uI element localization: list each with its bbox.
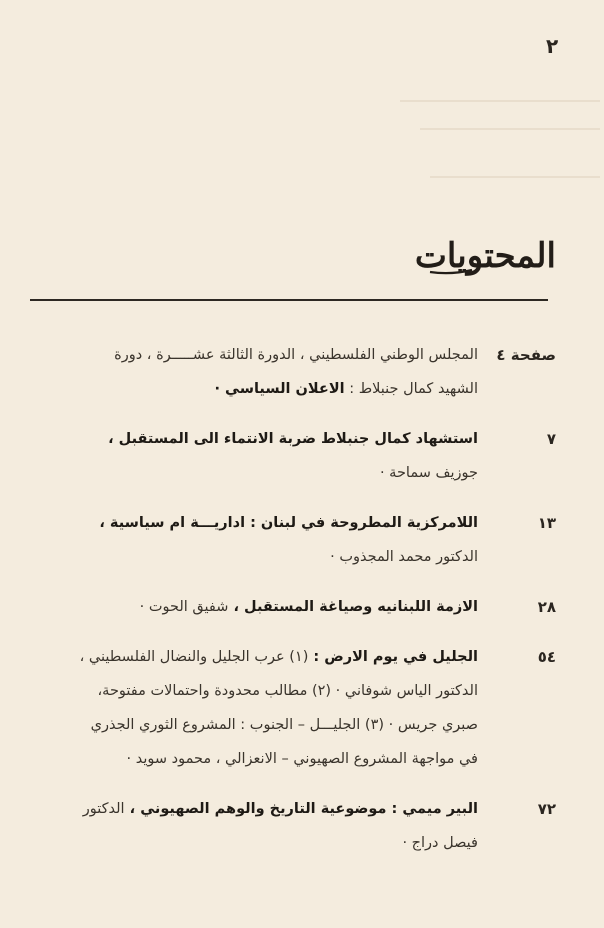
toc-entry-author: جوزيف سماحة · xyxy=(379,465,478,481)
table-of-contents xyxy=(74,338,556,876)
toc-entry-title: اللامركزية المطروحة في لبنان : اداريـــة ام سياسية ، xyxy=(99,515,478,531)
toc-entry-bold-tail: الاعلان السياسي · xyxy=(214,381,345,397)
toc-page-number: صفحة ٤ xyxy=(496,346,556,364)
toc-entry xyxy=(74,422,556,490)
toc-entry xyxy=(74,506,556,574)
toc-entry-text xyxy=(74,338,478,406)
toc-entry-author: الدكتور محمد المجذوب · xyxy=(330,549,478,565)
toc-entry xyxy=(74,640,556,776)
toc-entry-text xyxy=(74,640,478,776)
bleed-through-text xyxy=(420,128,600,130)
toc-entry-title: استشهاد كمال جنبلاط ضربة الانتماء الى المستقبل ، xyxy=(108,431,478,447)
toc-entry xyxy=(74,792,556,860)
toc-entry-description: (١) عرب الجليل والنضال الفلسطيني ، الدكتور الياس شوفاني · (٢) مطالب محدودة واحتمالات مفتوحة، صبري جريس · (٣) الجليـــل – الجنوب : المشروع الثوري الجذري في مواجهة المشروع الصهيوني – الانعزالي ، محمود سويد · xyxy=(79,649,478,767)
toc-entry-text xyxy=(74,506,478,574)
heading-swash-ornament xyxy=(428,262,474,276)
toc-entry-text xyxy=(74,792,478,860)
heading-divider xyxy=(30,299,548,301)
toc-entry-description: المجلس الوطني الفلسطيني ، الدورة الثالثة عشـــــرة ، دورة الشهيد كمال جنبلاط : xyxy=(114,347,478,397)
toc-entry xyxy=(74,590,556,624)
toc-entry-title: الجليل في يوم الارض : xyxy=(308,649,478,665)
toc-entry-text xyxy=(74,422,478,490)
toc-entry-author: الدكتور فيصل دراج · xyxy=(82,801,478,851)
toc-page-number: ٥٤ xyxy=(537,648,556,666)
toc-entry xyxy=(74,338,556,406)
toc-page-number: ١٣ xyxy=(537,514,556,532)
bleed-through-text xyxy=(400,100,600,102)
toc-entry-author: شفيق الحوت · xyxy=(139,599,229,615)
toc-page-number: ٧ xyxy=(546,430,556,448)
bleed-through-text xyxy=(430,176,600,178)
toc-page-number: ٢٨ xyxy=(537,598,556,616)
toc-entry-title: البير ميمي : موضوعية التاريخ والوهم الصهيوني ، xyxy=(124,801,478,817)
toc-entry-title: الازمة اللبنانيه وصياغة المستقبل ، xyxy=(228,599,478,615)
toc-page-number: ٧٢ xyxy=(537,800,556,818)
contents-heading: المحتويات xyxy=(414,236,556,276)
page-number: ٢ xyxy=(546,34,559,58)
toc-entry-text xyxy=(74,590,478,624)
